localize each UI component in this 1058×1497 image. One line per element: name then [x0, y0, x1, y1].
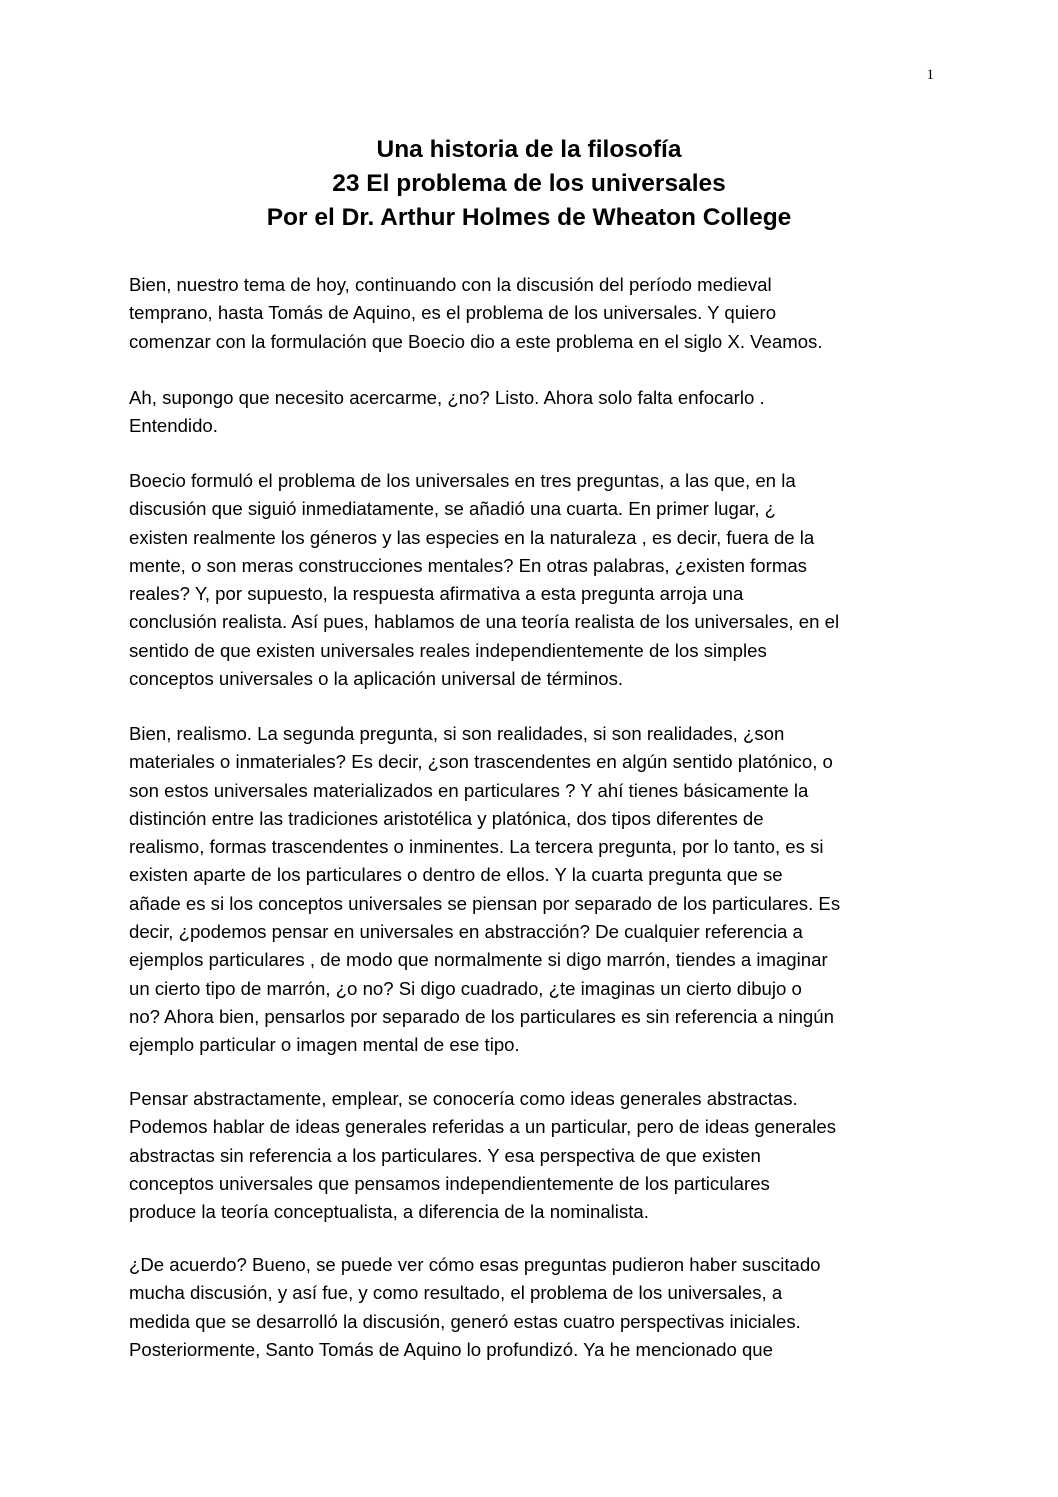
text-line: conceptos universales que pensamos independientemente de los particulares: [129, 1172, 770, 1194]
text-line: un cierto tipo de marrón, ¿o no? Si digo cuadrado, ¿te imaginas un cierto dibujo o: [129, 977, 802, 999]
paragraph-2: [129, 384, 939, 441]
text-line: no? Ahora bien, pensarlos por separado de los particulares es sin referencia a ningún: [129, 1005, 834, 1027]
text-line: Bien, realismo. La segunda pregunta, si son realidades, si son realidades, ¿son: [129, 723, 785, 744]
text-line: Boecio formuló el problema de los universales en tres preguntas, a las que, en la: [129, 470, 796, 491]
paragraph-1: [129, 271, 939, 356]
title-line: Por el Dr. Arthur Holmes de Wheaton College: [266, 204, 792, 231]
text-line: produce la teoría conceptualista, a diferencia de la nominalista.: [129, 1201, 649, 1223]
text-line: Pensar abstractamente, emplear, se conocería como ideas generales abstractas.: [129, 1088, 798, 1109]
text-line: conclusión realista. Así pues, hablamos de una teoría realista de los universales, en el: [129, 611, 840, 633]
text-line: existen aparte de los particulares o dentro de ellos. Y la cuarta pregunta que se: [129, 864, 783, 886]
text-line: abstractas sin referencia a los particulares. Y esa perspectiva de que existen: [129, 1144, 761, 1166]
text-line: existen realmente los géneros y las especies en la naturaleza , es decir, fuera de la: [129, 526, 815, 548]
text-line: medida que se desarrolló la discusión, generó estas cuatro perspectivas iniciales.: [129, 1310, 801, 1332]
title-line: 23 El problema de los universales: [332, 170, 726, 197]
text-line: reales? Y, por supuesto, la respuesta afirmativa a esta pregunta arroja una: [129, 583, 744, 605]
text-line: realismo, formas trascendentes o inminentes. La tercera pregunta, por lo tanto, es si: [129, 836, 824, 858]
text-line: distinción entre las tradiciones aristotélica y platónica, dos tipos diferentes de: [129, 807, 764, 829]
text-line: ¿De acuerdo? Bueno, se puede ver cómo esas preguntas pudieron haber suscitado: [129, 1254, 821, 1275]
text-line: decir, ¿podemos pensar en universales en abstracción? De cualquier referencia a: [129, 921, 803, 943]
text-line: Posteriormente, Santo Tomás de Aquino lo profundizó. Ya he mencionado que: [129, 1338, 773, 1360]
text-line: Ah, supongo que necesito acercarme, ¿no? Listo. Ahora solo falta enfocarlo .: [129, 387, 765, 408]
text-line: son estos universales materializados en particulares ? Y ahí tienes básicamente la: [129, 779, 809, 801]
text-line: mucha discusión, y así fue, y como resultado, el problema de los universales, a: [129, 1282, 783, 1304]
text-line: mente, o son meras construcciones mentales? En otras palabras, ¿existen formas: [129, 554, 807, 576]
text-line: sentido de que existen universales reales independientemente de los simples: [129, 639, 767, 661]
text-line: materiales o inmateriales? Es decir, ¿son trascendentes en algún sentido platónico, o: [129, 751, 833, 773]
document-title: [129, 133, 929, 235]
text-line: añade es si los conceptos universales se piensan por separado de los particulares. Es: [129, 892, 841, 914]
text-line: ejemplos particulares , de modo que normalmente si digo marrón, tiendes a imaginar: [129, 949, 828, 971]
paragraph-3: [129, 467, 939, 693]
text-line: Podemos hablar de ideas generales referidas a un particular, pero de ideas generales: [129, 1116, 837, 1138]
text-line: comenzar con la formulación que Boecio dio a este problema en el siglo X. Veamos.: [129, 330, 823, 352]
page-number: 1: [926, 67, 934, 83]
text-line: ejemplo particular o imagen mental de ese tipo.: [129, 1034, 520, 1056]
paragraph-4: [129, 720, 939, 1060]
title-line: Una historia de la filosofía: [376, 136, 682, 163]
paragraph-5: [129, 1085, 939, 1226]
text-line: discusión que siguió inmediatamente, se añadió una cuarta. En primer lugar, ¿: [129, 498, 777, 520]
text-line: Entendido.: [129, 415, 218, 437]
text-line: temprano, hasta Tomás de Aquino, es el problema de los universales. Y quiero: [129, 302, 777, 324]
paragraph-6: [129, 1251, 939, 1364]
text-line: Bien, nuestro tema de hoy, continuando con la discusión del período medieval: [129, 274, 772, 295]
text-line: conceptos universales o la aplicación universal de términos.: [129, 668, 624, 690]
